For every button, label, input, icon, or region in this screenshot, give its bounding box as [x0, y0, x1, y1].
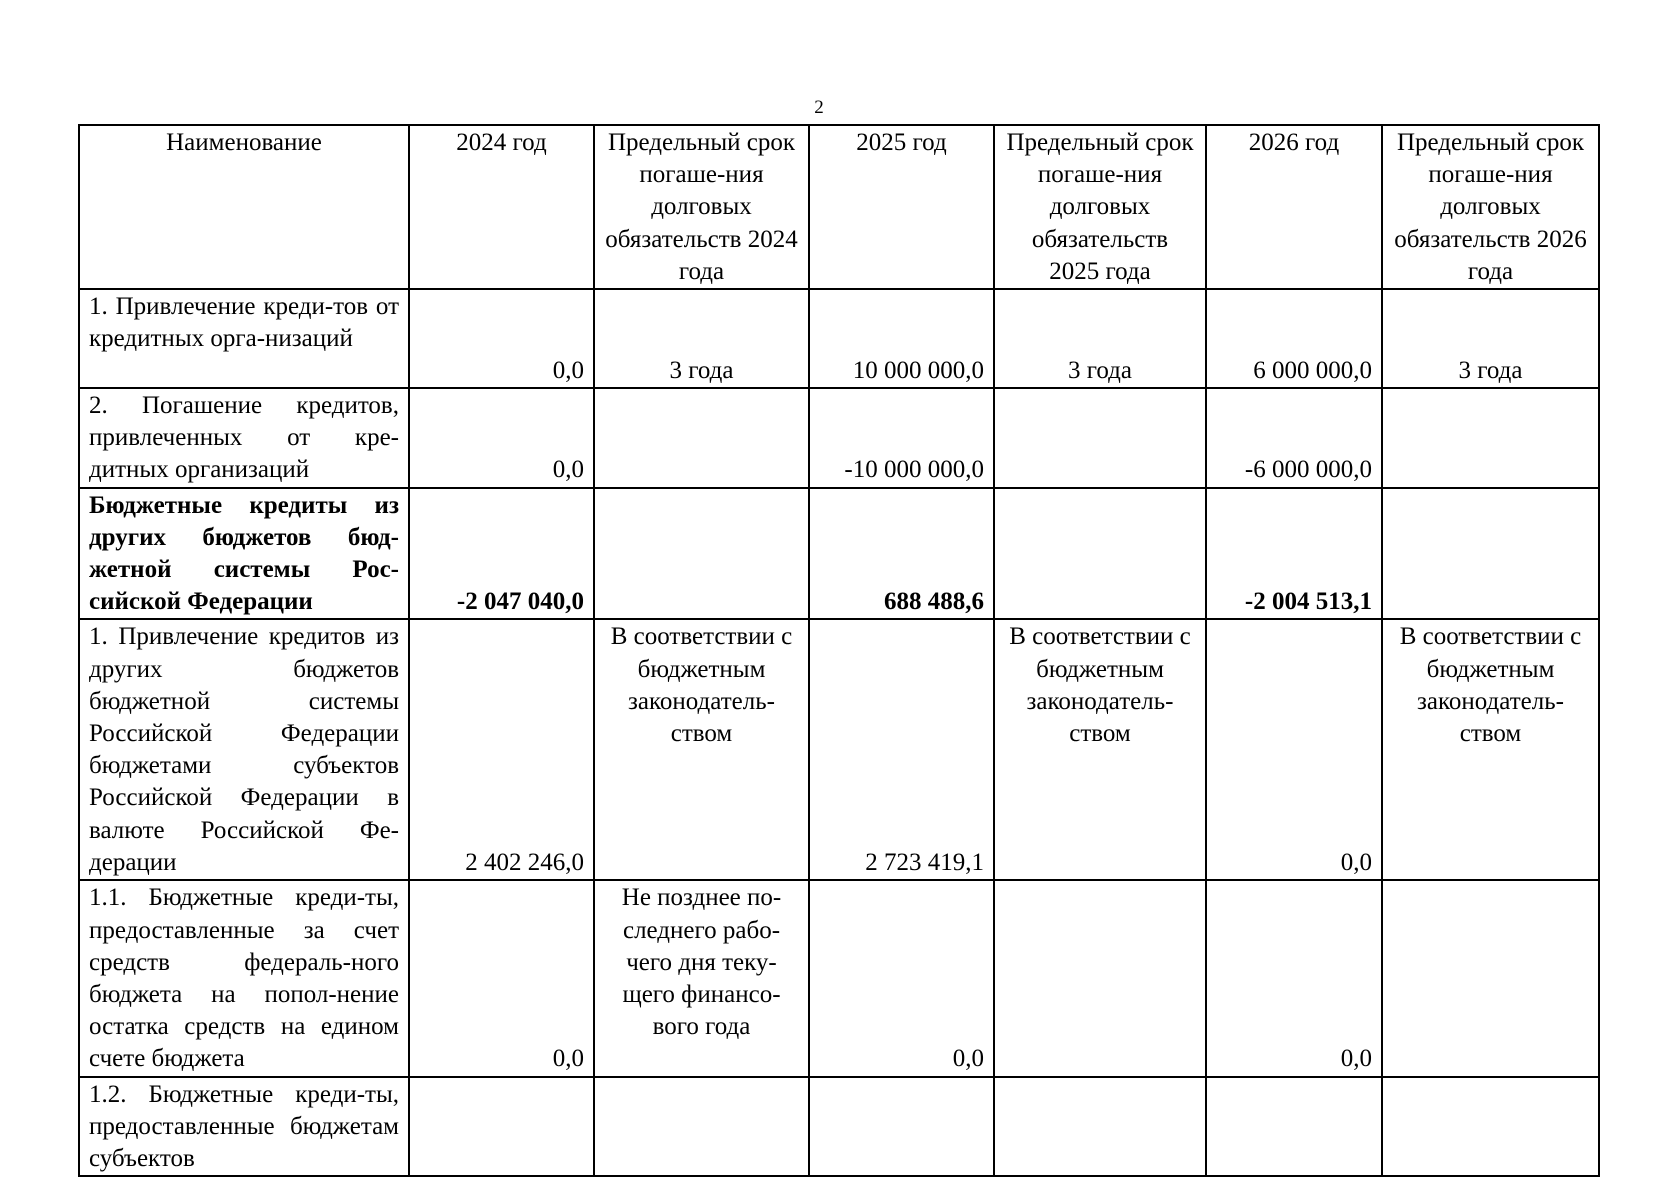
value-2024: 2 402 246,0 [409, 619, 594, 880]
term-2026 [1382, 488, 1599, 620]
value-2025: -10 000 000,0 [809, 388, 994, 488]
value-2024: 0,0 [409, 880, 594, 1076]
term-2026 [1382, 880, 1599, 1076]
value-2025 [809, 1077, 994, 1177]
value-2025: 2 723 419,1 [809, 619, 994, 880]
term-2026 [1382, 388, 1599, 488]
header-row [79, 125, 1599, 289]
value-2025: 0,0 [809, 880, 994, 1076]
value-2024 [409, 1077, 594, 1177]
term-2025 [994, 388, 1206, 488]
term-2025 [994, 488, 1206, 620]
term-2024 [594, 388, 809, 488]
value-2026: 6 000 000,0 [1206, 289, 1382, 388]
row-name: 1. Привлечение кредитов из других бюджетов бюджетной системы Российской Федерации бюджетами субъектов Российской Федерации в валюте Российской Фе-дерации [79, 619, 409, 880]
value-2025: 688 488,6 [809, 488, 994, 620]
value-2026: 0,0 [1206, 619, 1382, 880]
term-2025 [994, 1077, 1206, 1177]
row-name: Бюджетные кредиты из других бюджетов бюд-жетной системы Рос-сийской Федерации [79, 488, 409, 620]
table-row [79, 1077, 1599, 1177]
value-2025: 10 000 000,0 [809, 289, 994, 388]
term-2025 [994, 880, 1206, 1076]
financing-table [78, 124, 1600, 1177]
table-row [79, 289, 1599, 388]
header-term-2025: Предельный срок погаше-ния долговых обязательств 2025 года [994, 125, 1206, 289]
term-2026: В соответствии с бюджетным законодатель-ством [1382, 619, 1599, 880]
row-name: 1. Привлечение креди-тов от кредитных орга-низаций [79, 289, 409, 388]
header-term-2024: Предельный срок погаше-ния долговых обязательств 2024 года [594, 125, 809, 289]
term-2025: 3 года [994, 289, 1206, 388]
row-name: 1.1. Бюджетные креди-ты, предоставленные за счет средств федераль-ного бюджета на попол-нение остатка средств на едином счете бюджета [79, 880, 409, 1076]
table-row [79, 388, 1599, 488]
header-2025: 2025 год [809, 125, 994, 289]
table-row [79, 619, 1599, 880]
term-2024: Не позднее по-следнего рабо-чего дня теку-щего финансо-вого года [594, 880, 809, 1076]
header-term-2026: Предельный срок погаше-ния долговых обязательств 2026 года [1382, 125, 1599, 289]
table-row [79, 488, 1599, 620]
value-2024: 0,0 [409, 388, 594, 488]
table-row [79, 880, 1599, 1076]
term-2026: 3 года [1382, 289, 1599, 388]
page-number: 2 [814, 97, 824, 118]
row-name: 1.2. Бюджетные креди-ты, предоставленные бюджетам субъектов [79, 1077, 409, 1177]
row-name: 2. Погашение кредитов, привлеченных от кре-дитных организаций [79, 388, 409, 488]
value-2026 [1206, 1077, 1382, 1177]
value-2024: 0,0 [409, 289, 594, 388]
header-2026: 2026 год [1206, 125, 1382, 289]
header-2024: 2024 год [409, 125, 594, 289]
value-2026: 0,0 [1206, 880, 1382, 1076]
value-2024: -2 047 040,0 [409, 488, 594, 620]
value-2026: -2 004 513,1 [1206, 488, 1382, 620]
header-name: Наименование [79, 125, 409, 289]
term-2024: 3 года [594, 289, 809, 388]
term-2024: В соответствии с бюджетным законодатель-ством [594, 619, 809, 880]
term-2024 [594, 488, 809, 620]
term-2026 [1382, 1077, 1599, 1177]
term-2024 [594, 1077, 809, 1177]
value-2026: -6 000 000,0 [1206, 388, 1382, 488]
term-2025: В соответствии с бюджетным законодатель-ством [994, 619, 1206, 880]
